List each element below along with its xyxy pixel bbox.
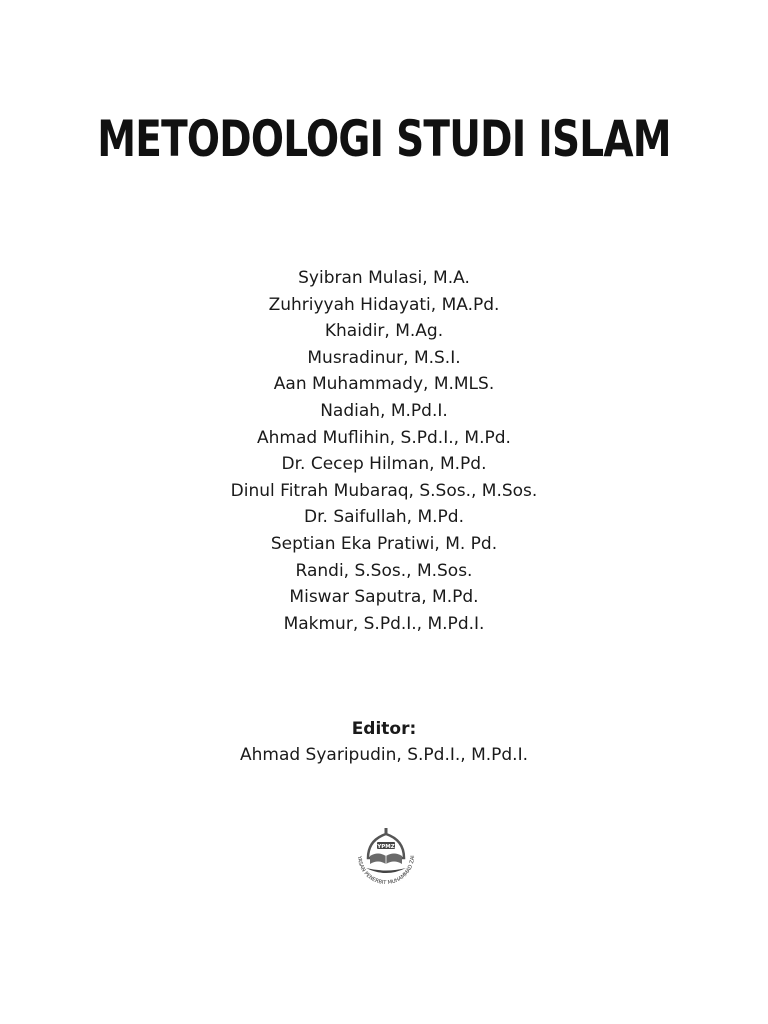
logo-monogram: YPMZ (377, 843, 395, 850)
author-name: Nadiah, M.Pd.I. (320, 400, 448, 421)
book-title: METODOLOGI STUDI ISLAM (97, 110, 671, 168)
author-name: Makmur, S.Pd.I., M.Pd.I. (283, 613, 485, 634)
author-name: Miswar Saputra, M.Pd. (289, 587, 479, 608)
editor-name: Ahmad Syaripudin, S.Pd.I., M.Pd.I. (239, 745, 529, 765)
author-name: Septian Eka Pratiwi, M. Pd. (270, 533, 498, 554)
author-list (0, 265, 768, 637)
dome-spire (385, 828, 388, 835)
author-name: Syibran Mulasi, M.A. (298, 268, 470, 288)
author-name: Ahmad Muflihin, S.Pd.I., M.Pd. (257, 427, 511, 448)
author-name: Randi, S.Sos., M.Sos. (295, 560, 473, 581)
author-name: Dinul Fitrah Mubaraq, S.Sos., M.Sos. (230, 480, 538, 501)
editor-label: Editor: (351, 719, 417, 739)
logo-ring-text: YASAN PENERBIT MUHAMMAD ZAI (355, 855, 417, 887)
editor-block (0, 716, 768, 768)
author-name: Dr. Cecep Hilman, M.Pd. (281, 454, 487, 475)
base-swoosh (366, 868, 406, 873)
author-name: Khaidir, M.Ag. (324, 321, 444, 342)
publisher-logo (346, 826, 426, 902)
author-name: Musradinur, M.S.I. (307, 347, 461, 368)
author-name: Dr. Saifullah, M.Pd. (304, 507, 464, 528)
author-name: Aan Muhammady, M.MLS. (273, 374, 495, 395)
author-name: Zuhriyyah Hidayati, MA.Pd. (268, 294, 500, 315)
